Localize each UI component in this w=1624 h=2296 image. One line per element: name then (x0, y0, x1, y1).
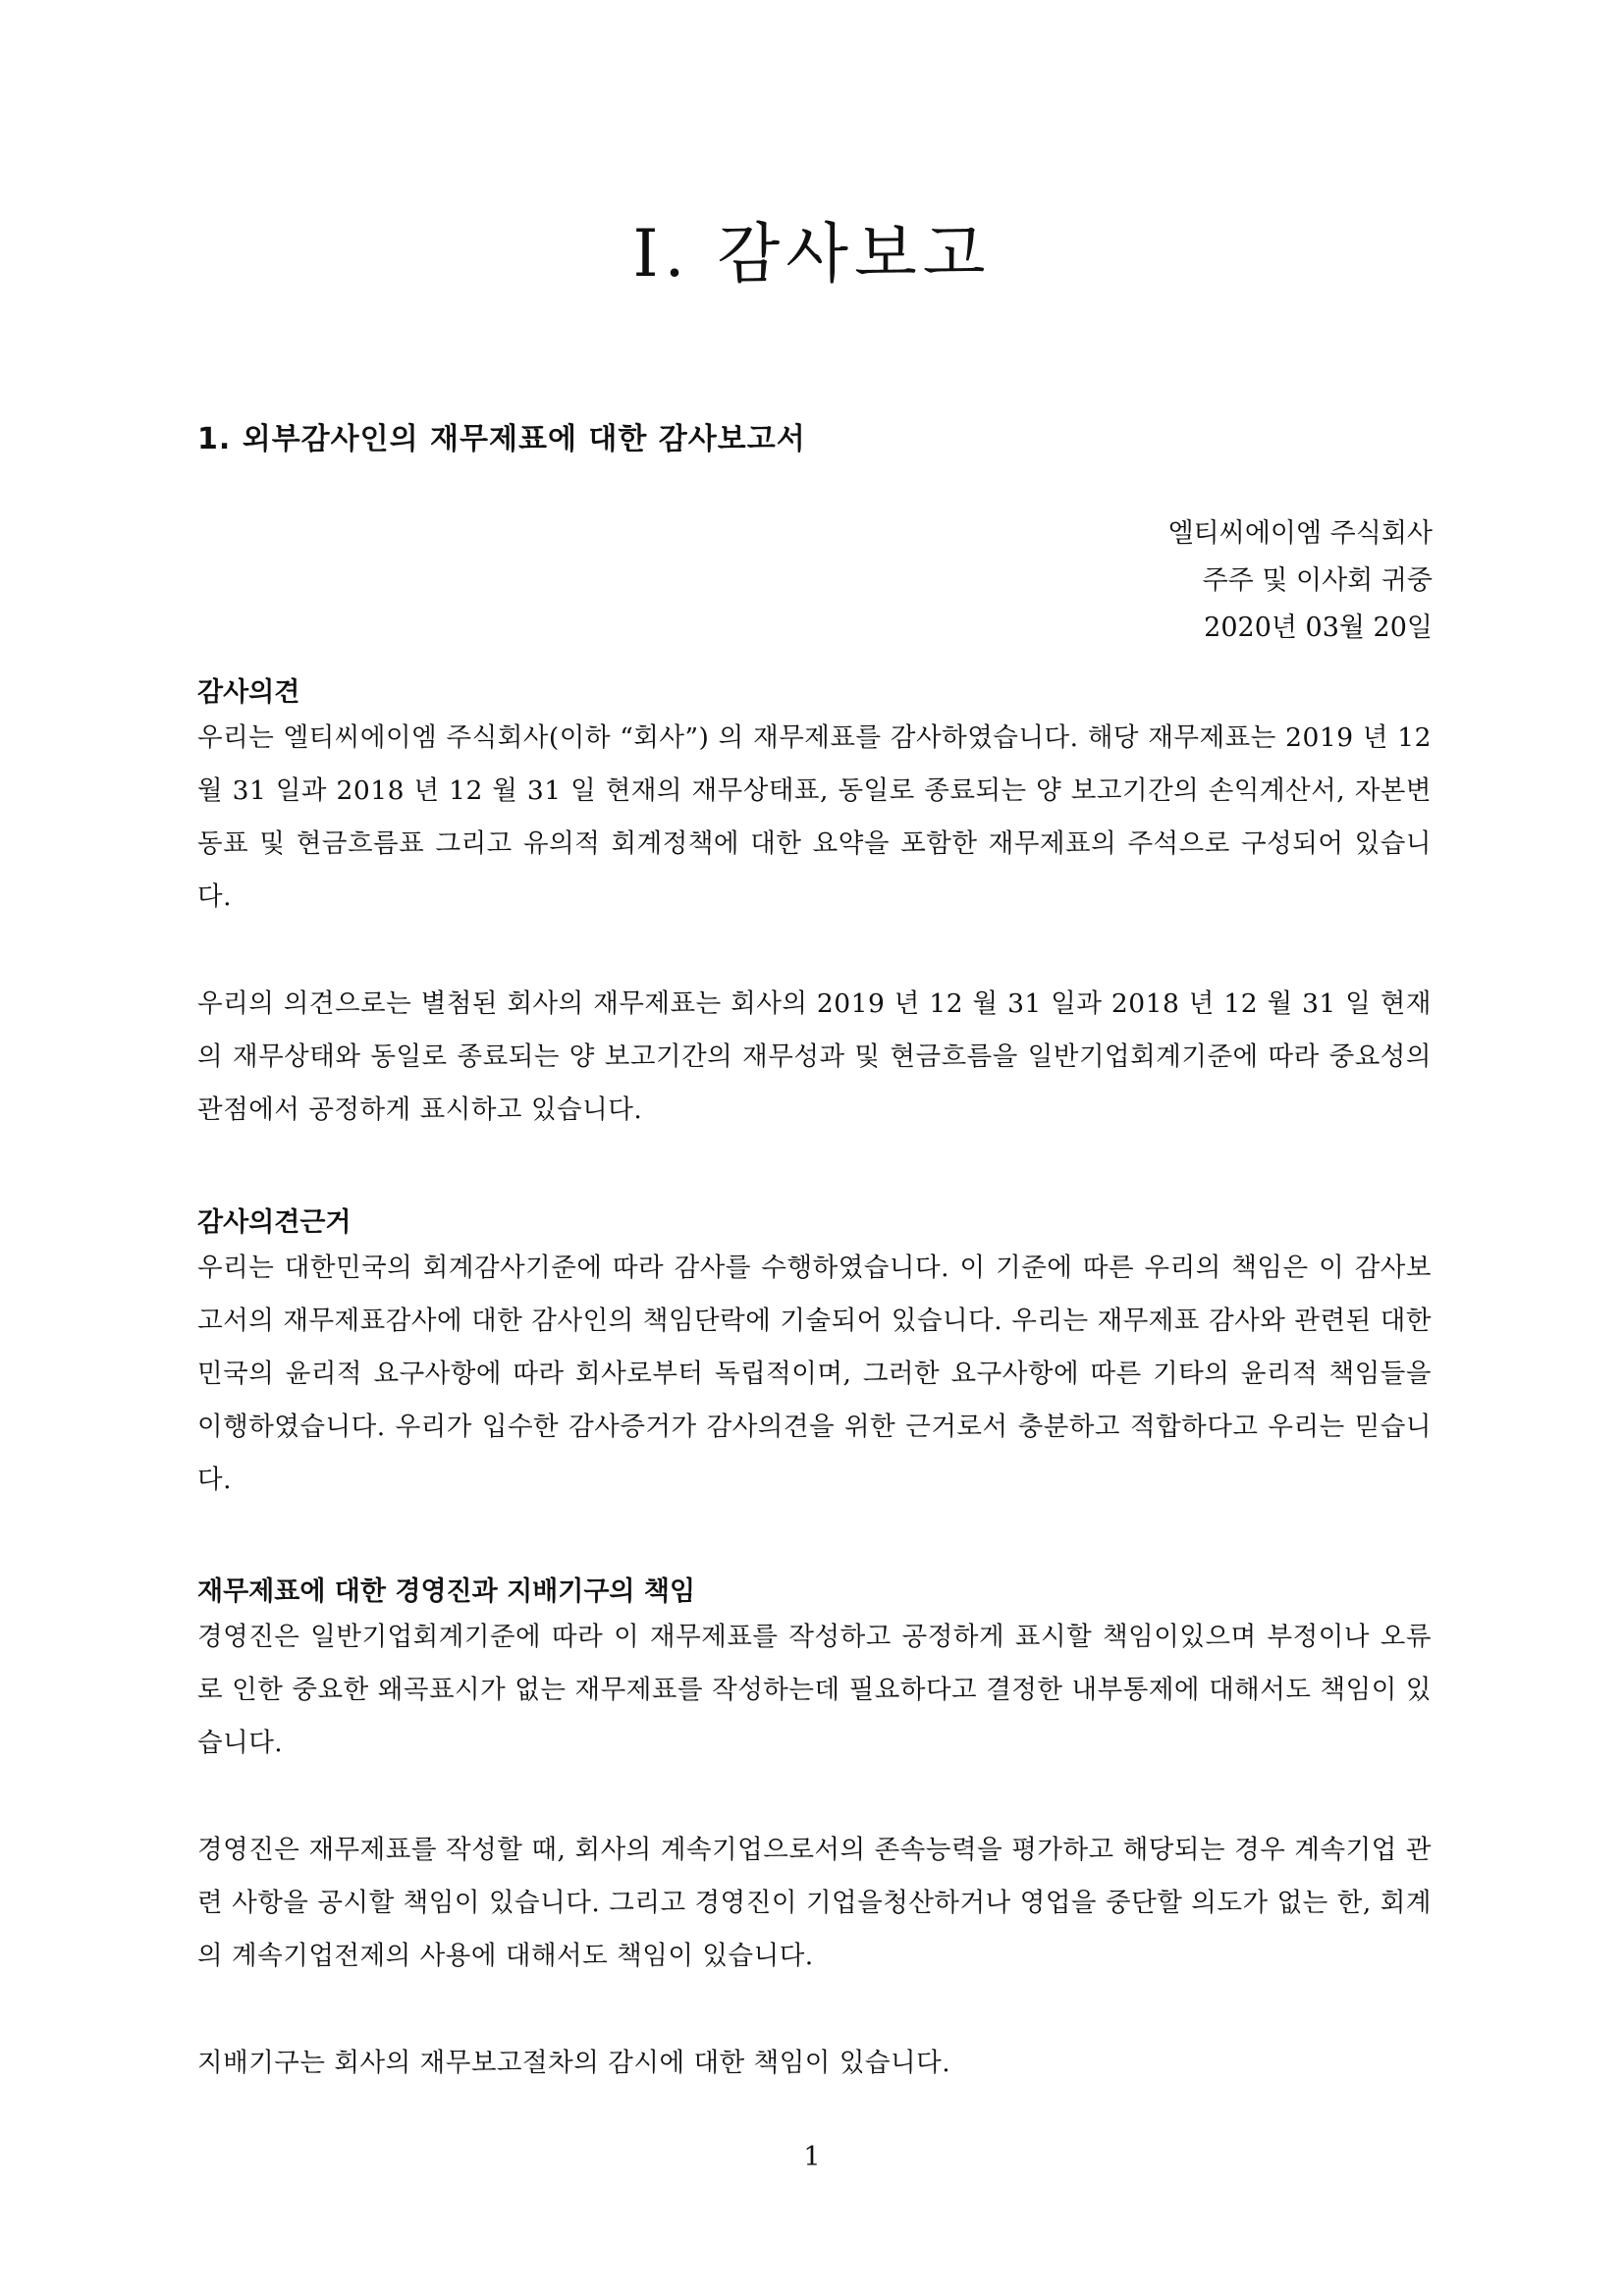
opinion-paragraph-2: 우리의 의견으로는 별첨된 회사의 재무제표는 회사의 2019 년 12 월 31 일과 2018 년 12 월 31 일 현재의 재무상태와 동일로 종료되는 양 보고기간의 재무성과 및 현금흐름을 일반기업회계기준에 따라 중요성의 관점에서 공정하게 표시하고 있습니다. (197, 988, 1432, 1125)
page-number: 1 (803, 2142, 821, 2172)
page-title: Ⅰ. 감사보고 (632, 216, 992, 292)
responsibility-heading: 재무제표에 대한 경영진과 지배기구의 책임 (197, 1576, 696, 1607)
basis-heading: 감사의견근거 (197, 1207, 352, 1238)
responsibility-paragraph-1: 경영진은 일반기업회계기준에 따라 이 재무제표를 작성하고 공정하게 표시할 책임이있으며 부정이나 오류로 인한 중요한 왜곡표시가 없는 재무제표를 작성하는데 필요하다고 결정한 내부통제에 대해서도 책임이 있습니다. (197, 1622, 1432, 1758)
company-name: 엘티씨에이엠 주식회사 (1167, 518, 1433, 549)
recipient-line: 주주 및 이사회 귀중 (1202, 565, 1433, 596)
report-date: 2020년 03월 20일 (1204, 613, 1433, 643)
opinion-paragraph-1: 우리는 엘티씨에이엠 주식회사(이하 “회사”) 의 재무제표를 감사하였습니다. 해당 재무제표는 2019 년 12 월 31 일과 2018 년 12 월 31 일 현재의 재무상태표, 동일로 종료되는 양 보고기간의 손익계산서, 자본변동표 및 현금흐름표 그리고 유의적 회계정책에 대한 요약을 포함한 재무제표의 주석으로 구성되어 있습니다. (197, 722, 1432, 912)
responsibility-paragraph-3: 지배기구는 회사의 재무보고절차의 감시에 대한 책임이 있습니다. (197, 2048, 951, 2078)
basis-paragraph-1: 우리는 대한민국의 회계감사기준에 따라 감사를 수행하였습니다. 이 기준에 따른 우리의 책임은 이 감사보고서의 재무제표감사에 대한 감사인의 책임단락에 기술되어 있습니다. 우리는 재무제표 감사와 관련된 대한민국의 윤리적 요구사항에 따라 회사로부터 독립적이며, 그러한 요구사항에 따른 기타의 윤리적 책임들을 이행하였습니다. 우리가 입수한 감사증거가 감사의견을 위한 근거로서 충분하고 적합하다고 우리는 믿습니다. (197, 1253, 1432, 1495)
opinion-heading: 감사의견 (197, 677, 300, 708)
address-block (1168, 510, 1433, 652)
responsibility-paragraph-2: 경영진은 재무제표를 작성할 때, 회사의 계속기업으로서의 존속능력을 평가하고 해당되는 경우 계속기업 관련 사항을 공시할 책임이 있습니다. 그리고 경영진이 기업을청산하거나 영업을 중단할 의도가 없는 한, 회계의 계속기업전제의 사용에 대해서도 책임이 있습니다. (197, 1835, 1432, 1971)
section-heading: 1. 외부감사인의 재무제표에 대한 감사보고서 (197, 422, 806, 456)
